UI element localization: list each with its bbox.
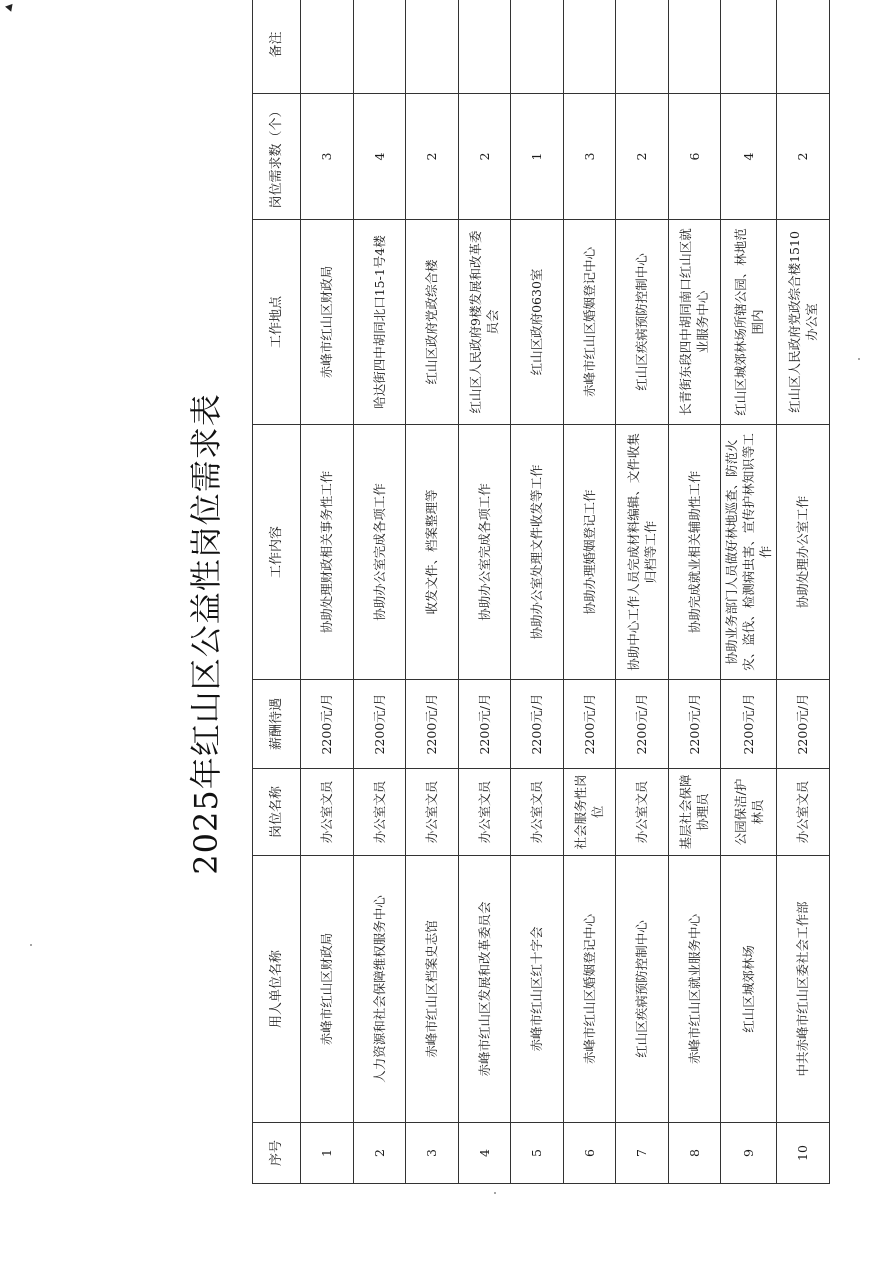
cell-post: 办公室文员 bbox=[458, 769, 511, 856]
cell-content: 协助办公室处理文件收发等工作 bbox=[511, 425, 564, 680]
cell-seq: 3 bbox=[406, 1123, 459, 1184]
header-pay: 薪酬待遇 bbox=[253, 680, 301, 769]
cell-post: 办公室文员 bbox=[511, 769, 564, 856]
cell-note bbox=[721, 0, 777, 94]
table-row bbox=[511, 0, 564, 1184]
table-row bbox=[721, 0, 777, 1184]
cell-pay: 2200元/月 bbox=[458, 680, 511, 769]
cell-pay: 2200元/月 bbox=[668, 680, 721, 769]
cell-note bbox=[511, 0, 564, 94]
cell-pay: 2200元/月 bbox=[777, 680, 830, 769]
cell-content: 协助业务部门人员做好林地巡查、防范火灾、盗伐、检测病虫害、宣传护林知识等工作 bbox=[721, 425, 777, 680]
cell-unit: 中共赤峰市红山区委社会工作部 bbox=[777, 856, 830, 1123]
cell-pay: 2200元/月 bbox=[616, 680, 669, 769]
cell-unit: 赤峰市红山区财政局 bbox=[301, 856, 354, 1123]
cell-post: 办公室文员 bbox=[353, 769, 406, 856]
cell-content: 协助处理财政相关事务性工作 bbox=[301, 425, 354, 680]
cell-unit: 赤峰市红山区就业服务中心 bbox=[668, 856, 721, 1123]
cell-post: 办公室文员 bbox=[777, 769, 830, 856]
cell-pay: 2200元/月 bbox=[353, 680, 406, 769]
cell-content: 协助办理婚姻登记工作 bbox=[563, 425, 616, 680]
cell-unit: 赤峰市红山区发展和改革委员会 bbox=[458, 856, 511, 1123]
header-post: 岗位名称 bbox=[253, 769, 301, 856]
cell-unit: 赤峰市红山区婚姻登记中心 bbox=[563, 856, 616, 1123]
cell-location: 长青街东段四中胡同南口红山区就业服务中心 bbox=[668, 220, 721, 425]
cell-note bbox=[301, 0, 354, 94]
table-header-row bbox=[253, 0, 301, 1184]
table-row bbox=[777, 0, 830, 1184]
table-row bbox=[616, 0, 669, 1184]
cell-post: 基层社会保障协理员 bbox=[668, 769, 721, 856]
cell-unit: 赤峰市红山区档案史志馆 bbox=[406, 856, 459, 1123]
cell-location: 红山区人民政府9楼发展和改革委员会 bbox=[458, 220, 511, 425]
cell-note bbox=[563, 0, 616, 94]
cell-count: 3 bbox=[563, 94, 616, 220]
cell-unit: 红山区城郊林场 bbox=[721, 856, 777, 1123]
rotated-document-page bbox=[178, 31, 819, 1184]
cell-seq: 10 bbox=[777, 1123, 830, 1184]
cell-post: 办公室文员 bbox=[301, 769, 354, 856]
table-row bbox=[406, 0, 459, 1184]
scan-speck bbox=[858, 358, 860, 360]
scan-speck bbox=[494, 1192, 496, 1194]
header-content: 工作内容 bbox=[253, 425, 301, 680]
cell-location: 赤峰市红山区财政局 bbox=[301, 220, 354, 425]
cell-post: 社会服务性岗位 bbox=[563, 769, 616, 856]
cell-unit: 赤峰市红山区红十字会 bbox=[511, 856, 564, 1123]
cell-count: 4 bbox=[353, 94, 406, 220]
cell-seq: 8 bbox=[668, 1123, 721, 1184]
scan-speck bbox=[30, 944, 32, 946]
cell-count: 2 bbox=[777, 94, 830, 220]
cell-seq: 9 bbox=[721, 1123, 777, 1184]
cell-seq: 7 bbox=[616, 1123, 669, 1184]
table-row bbox=[301, 0, 354, 1184]
cell-unit: 红山区疾病预防控制中心 bbox=[616, 856, 669, 1123]
cell-count: 4 bbox=[721, 94, 777, 220]
cell-seq: 4 bbox=[458, 1123, 511, 1184]
cell-seq: 1 bbox=[301, 1123, 354, 1184]
header-count: 岗位需求数（个） bbox=[253, 94, 301, 220]
cell-count: 2 bbox=[458, 94, 511, 220]
cell-location: 红山区疾病预防控制中心 bbox=[616, 220, 669, 425]
cell-pay: 2200元/月 bbox=[563, 680, 616, 769]
cell-content: 协助中心工作人员完成材料编辑、文件收集归档等工作 bbox=[616, 425, 669, 680]
cell-pay: 2200元/月 bbox=[406, 680, 459, 769]
cell-post: 办公室文员 bbox=[616, 769, 669, 856]
job-demand-table bbox=[252, 0, 830, 1184]
cell-content: 协助完成就业相关辅助性工作 bbox=[668, 425, 721, 680]
cell-count: 2 bbox=[406, 94, 459, 220]
document-title: 2025年红山区公益性岗位需求表 bbox=[187, 393, 225, 875]
cell-pay: 2200元/月 bbox=[301, 680, 354, 769]
cell-note bbox=[458, 0, 511, 94]
cell-pay: 2200元/月 bbox=[721, 680, 777, 769]
table-row bbox=[353, 0, 406, 1184]
header-unit: 用人单位名称 bbox=[253, 856, 301, 1123]
cell-location: 哈达街四中胡同北口15-1号4楼 bbox=[353, 220, 406, 425]
cell-post: 办公室文员 bbox=[406, 769, 459, 856]
cell-content: 收发文件、档案整理等 bbox=[406, 425, 459, 680]
cell-location: 红山区城郊林场所辖公园、林地范围内 bbox=[721, 220, 777, 425]
cell-count: 6 bbox=[668, 94, 721, 220]
cell-post: 公园保洁/护林员 bbox=[721, 769, 777, 856]
cell-note bbox=[777, 0, 830, 94]
cell-location: 红山区政府党政综合楼 bbox=[406, 220, 459, 425]
cell-count: 2 bbox=[616, 94, 669, 220]
cell-content: 协助办公室完成各项工作 bbox=[458, 425, 511, 680]
cell-location: 红山区政府0630室 bbox=[511, 220, 564, 425]
cell-count: 3 bbox=[301, 94, 354, 220]
cell-unit: 人力资源和社会保障维权服务中心 bbox=[353, 856, 406, 1123]
scan-corner-mark bbox=[5, 4, 15, 13]
table-row bbox=[668, 0, 721, 1184]
cell-note bbox=[668, 0, 721, 94]
cell-note bbox=[353, 0, 406, 94]
header-note: 备注 bbox=[253, 0, 301, 94]
cell-location: 红山区人民政府党政综合楼1510办公室 bbox=[777, 220, 830, 425]
header-seq: 序号 bbox=[253, 1123, 301, 1184]
cell-seq: 5 bbox=[511, 1123, 564, 1184]
cell-pay: 2200元/月 bbox=[511, 680, 564, 769]
table-row bbox=[563, 0, 616, 1184]
table-row bbox=[458, 0, 511, 1184]
header-location: 工作地点 bbox=[253, 220, 301, 425]
cell-content: 协助处理办公室工作 bbox=[777, 425, 830, 680]
cell-note bbox=[406, 0, 459, 94]
cell-seq: 2 bbox=[353, 1123, 406, 1184]
cell-content: 协助办公室完成各项工作 bbox=[353, 425, 406, 680]
cell-location: 赤峰市红山区婚姻登记中心 bbox=[563, 220, 616, 425]
cell-note bbox=[616, 0, 669, 94]
cell-seq: 6 bbox=[563, 1123, 616, 1184]
cell-count: 1 bbox=[511, 94, 564, 220]
